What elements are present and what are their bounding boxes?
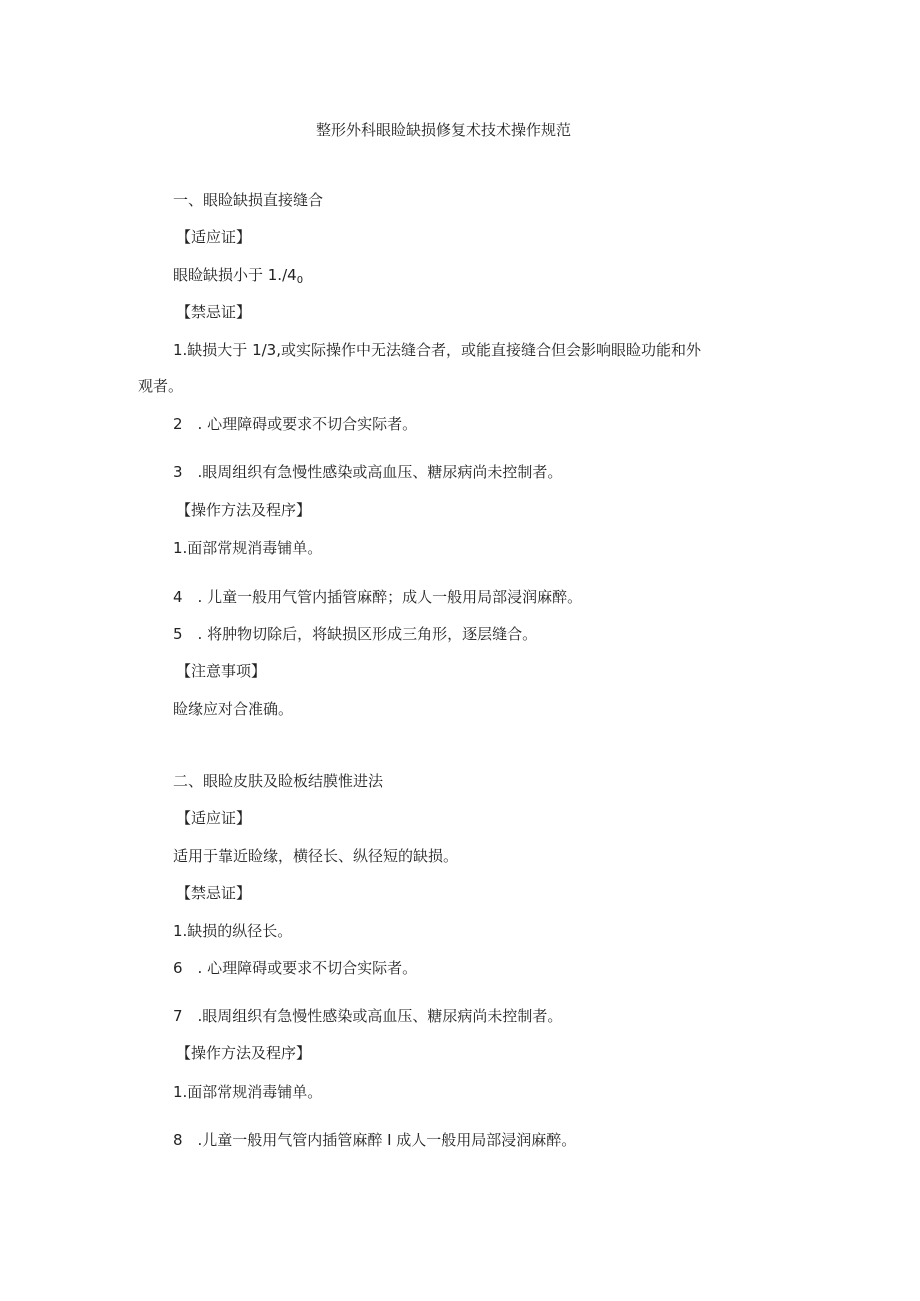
- paragraph: 7 .眼周组织有急慢性感染或高血压、糖尿病尚未控制者。: [173, 1007, 563, 1025]
- subheading-contraindications: 【禁忌证】: [176, 303, 252, 321]
- document-title: 整形外科眼睑缺损修复术技术操作规范: [316, 121, 572, 139]
- section-heading: 一、眼睑缺损直接缝合: [173, 191, 324, 209]
- subheading-indications: 【适应证】: [176, 809, 252, 827]
- paragraph: 3 .眼周组织有急慢性感染或高血压、糖尿病尚未控制者。: [173, 463, 563, 481]
- paragraph: [173, 265, 303, 291]
- paragraph: 4 . 儿童一般用气管内插管麻醉；成人一般用局部浸润麻醉。: [173, 588, 583, 606]
- paragraph: 1.缺损的纵径长。: [173, 922, 293, 940]
- subheading-method: 【操作方法及程序】: [176, 501, 312, 519]
- paragraph: 8 .儿童一般用气管内插管麻醉 I 成人一般用局部浸润麻醉。: [173, 1131, 577, 1149]
- paragraph: 6 . 心理障碍或要求不切合实际者。: [173, 959, 418, 977]
- paragraph: 1.缺损大于 1/3,或实际操作中无法缝合者，或能直接缝合但会影响眼睑功能和外: [173, 341, 701, 359]
- indication-text: 眼睑缺损小于 1./4: [173, 266, 297, 284]
- subheading-notes: 【注意事项】: [176, 662, 267, 680]
- paragraph: 2 . 心理障碍或要求不切合实际者。: [173, 415, 418, 433]
- paragraph: 适用于靠近睑缘，横径长、纵径短的缺损。: [173, 847, 459, 865]
- paragraph: 1.面部常规消毒铺单。: [173, 539, 323, 557]
- paragraph: 5 . 将肿物切除后，将缺损区形成三角形，逐层缝合。: [173, 625, 538, 643]
- subheading-method: 【操作方法及程序】: [176, 1044, 312, 1062]
- paragraph: 观者。: [138, 377, 184, 395]
- indication-subscript: 0: [296, 275, 304, 286]
- paragraph: 睑缘应对合准确。: [173, 700, 294, 718]
- subheading-contraindications: 【禁忌证】: [176, 884, 252, 902]
- section-heading: 二、眼睑皮肤及睑板结膜惟进法: [173, 772, 384, 790]
- paragraph: 1.面部常规消毒铺单。: [173, 1083, 323, 1101]
- subheading-indications: 【适应证】: [176, 228, 252, 246]
